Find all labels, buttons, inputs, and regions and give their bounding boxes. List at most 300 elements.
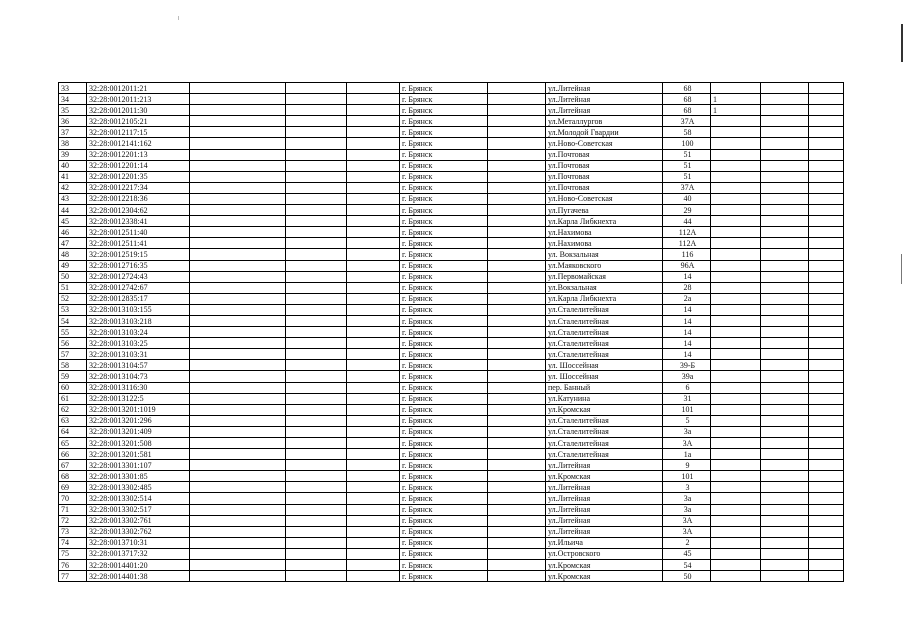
empty-cell [286,249,347,260]
empty-cell [761,471,809,482]
empty-cell [809,205,844,216]
street-cell: ул.Сталелитейная [546,349,663,360]
empty-cell [286,205,347,216]
house-number-cell: 3 [663,482,711,493]
empty-cell [809,371,844,382]
cadastral-number-cell: 32:28:0012105:21 [87,116,190,127]
empty-cell [761,182,809,193]
empty-cell [347,83,400,94]
street-cell: ул.Сталелитейная [546,415,663,426]
table-row [59,83,844,94]
table-row [59,293,844,304]
cadastral-number-cell: 32:28:0012304:62 [87,205,190,216]
flag-cell [711,460,761,471]
row-number-cell: 53 [59,304,87,315]
empty-cell [286,382,347,393]
cadastral-number-cell: 32:28:0013103:218 [87,315,190,326]
empty-cell [809,238,844,249]
empty-cell [347,449,400,460]
street-cell: ул.Литейная [546,526,663,537]
city-cell: г. Брянск [400,482,488,493]
cadastral-number-cell: 32:28:0013301:85 [87,471,190,482]
flag-cell [711,193,761,204]
cadastral-number-cell: 32:28:0013103:31 [87,349,190,360]
table-row [59,227,844,238]
flag-cell: 1 [711,94,761,105]
empty-cell [347,415,400,426]
street-cell: ул.Кромская [546,471,663,482]
empty-cell [809,471,844,482]
house-number-cell: 54 [663,560,711,571]
empty-cell [190,338,286,349]
empty-cell [347,327,400,338]
empty-cell [761,238,809,249]
city-cell: г. Брянск [400,327,488,338]
flag-cell [711,216,761,227]
empty-cell [809,438,844,449]
empty-cell [286,415,347,426]
flag-cell [711,83,761,94]
empty-cell [809,515,844,526]
empty-cell [488,382,546,393]
row-number-cell: 63 [59,415,87,426]
table-row [59,438,844,449]
empty-cell [347,526,400,537]
empty-cell [488,504,546,515]
empty-cell [761,493,809,504]
empty-cell [190,571,286,582]
table-row [59,404,844,415]
empty-cell [286,83,347,94]
house-number-cell: 51 [663,160,711,171]
house-number-cell: 39-Б [663,360,711,371]
empty-cell [488,227,546,238]
row-number-cell: 55 [59,327,87,338]
house-number-cell: 2а [663,293,711,304]
empty-cell [809,415,844,426]
empty-cell [488,560,546,571]
empty-cell [761,216,809,227]
table-row [59,149,844,160]
city-cell: г. Брянск [400,548,488,559]
empty-cell [761,249,809,260]
empty-cell [347,127,400,138]
empty-cell [286,227,347,238]
empty-cell [761,482,809,493]
empty-cell [286,193,347,204]
empty-cell [488,515,546,526]
empty-cell [347,548,400,559]
house-number-cell: 101 [663,404,711,415]
cadastral-number-cell: 32:28:0013104:73 [87,371,190,382]
table-row [59,282,844,293]
empty-cell [761,571,809,582]
street-cell: ул.Почтовая [546,160,663,171]
empty-cell [809,426,844,437]
street-cell: ул.Кромская [546,571,663,582]
empty-cell [347,160,400,171]
empty-cell [190,182,286,193]
empty-cell [809,460,844,471]
street-cell: ул.Островского [546,548,663,559]
city-cell: г. Брянск [400,227,488,238]
table-row [59,460,844,471]
house-number-cell: 3а [663,493,711,504]
empty-cell [286,482,347,493]
street-cell: ул. Шоссейная [546,360,663,371]
empty-cell [347,105,400,116]
empty-cell [488,526,546,537]
empty-cell [347,493,400,504]
cadastral-number-cell: 32:28:0013302:485 [87,482,190,493]
city-cell: г. Брянск [400,138,488,149]
cadastral-number-cell: 32:28:0013302:517 [87,504,190,515]
city-cell: г. Брянск [400,182,488,193]
cadastral-number-cell: 32:28:0013201:296 [87,415,190,426]
street-cell: ул.Почтовая [546,171,663,182]
cadastral-number-cell: 32:28:0012201:13 [87,149,190,160]
cadastral-register-table [58,82,844,582]
empty-cell [488,371,546,382]
street-cell: ул.Маяковского [546,260,663,271]
cadastral-number-cell: 32:28:0013201:581 [87,449,190,460]
cadastral-number-cell: 32:28:0013104:57 [87,360,190,371]
flag-cell [711,415,761,426]
empty-cell [761,127,809,138]
table-row [59,393,844,404]
table-row [59,338,844,349]
row-number-cell: 39 [59,149,87,160]
street-cell: ул.Сталелитейная [546,449,663,460]
cadastral-number-cell: 32:28:0013710:31 [87,537,190,548]
city-cell: г. Брянск [400,193,488,204]
empty-cell [190,227,286,238]
flag-cell [711,227,761,238]
empty-cell [809,149,844,160]
empty-cell [761,138,809,149]
house-number-cell: 44 [663,216,711,227]
city-cell: г. Брянск [400,260,488,271]
row-number-cell: 67 [59,460,87,471]
table-row [59,482,844,493]
empty-cell [190,548,286,559]
street-cell: ул.Сталелитейная [546,426,663,437]
empty-cell [488,149,546,160]
empty-cell [347,171,400,182]
street-cell: ул.Кромская [546,560,663,571]
empty-cell [347,182,400,193]
empty-cell [761,327,809,338]
empty-cell [761,205,809,216]
empty-cell [809,216,844,227]
flag-cell [711,438,761,449]
street-cell: ул.Кромская [546,404,663,415]
empty-cell [761,415,809,426]
empty-cell [488,404,546,415]
scan-edge-line [901,24,903,62]
house-number-cell: 37А [663,116,711,127]
empty-cell [347,315,400,326]
empty-cell [809,404,844,415]
table-row [59,526,844,537]
empty-cell [809,315,844,326]
empty-cell [286,94,347,105]
empty-cell [286,282,347,293]
scan-edge-line [901,254,902,284]
empty-cell [809,249,844,260]
house-number-cell: 39а [663,371,711,382]
row-number-cell: 36 [59,116,87,127]
city-cell: г. Брянск [400,127,488,138]
empty-cell [286,560,347,571]
house-number-cell: 58 [663,127,711,138]
house-number-cell: 100 [663,138,711,149]
empty-cell [761,526,809,537]
empty-cell [761,560,809,571]
city-cell: г. Брянск [400,526,488,537]
city-cell: г. Брянск [400,426,488,437]
city-cell: г. Брянск [400,216,488,227]
empty-cell [809,571,844,582]
table-row [59,426,844,437]
city-cell: г. Брянск [400,293,488,304]
house-number-cell: 29 [663,205,711,216]
empty-cell [809,227,844,238]
empty-cell [809,526,844,537]
empty-cell [286,526,347,537]
cadastral-number-cell: 32:28:0012141:162 [87,138,190,149]
empty-cell [809,138,844,149]
empty-cell [286,493,347,504]
house-number-cell: 14 [663,304,711,315]
empty-cell [809,160,844,171]
street-cell: ул.Литейная [546,83,663,94]
empty-cell [347,560,400,571]
cadastral-number-cell: 32:28:0013103:25 [87,338,190,349]
empty-cell [761,360,809,371]
table-row [59,493,844,504]
street-cell: ул.Пугачева [546,205,663,216]
empty-cell [488,471,546,482]
row-number-cell: 75 [59,548,87,559]
flag-cell [711,404,761,415]
empty-cell [809,271,844,282]
empty-cell [347,426,400,437]
empty-cell [488,116,546,127]
flag-cell [711,393,761,404]
row-number-cell: 33 [59,83,87,94]
empty-cell [190,449,286,460]
empty-cell [347,249,400,260]
table-row [59,105,844,116]
street-cell: ул.Металлургов [546,116,663,127]
row-number-cell: 42 [59,182,87,193]
empty-cell [761,94,809,105]
row-number-cell: 57 [59,349,87,360]
empty-cell [347,271,400,282]
empty-cell [488,449,546,460]
empty-cell [347,504,400,515]
cadastral-number-cell: 32:28:0013201:409 [87,426,190,437]
row-number-cell: 74 [59,537,87,548]
empty-cell [190,504,286,515]
house-number-cell: 96А [663,260,711,271]
page-edge-mark [178,16,179,20]
empty-cell [809,304,844,315]
empty-cell [761,548,809,559]
empty-cell [286,371,347,382]
empty-cell [761,282,809,293]
table-row [59,548,844,559]
empty-cell [190,393,286,404]
row-number-cell: 50 [59,271,87,282]
cadastral-number-cell: 32:28:0013302:761 [87,515,190,526]
empty-cell [809,105,844,116]
empty-cell [488,282,546,293]
city-cell: г. Брянск [400,315,488,326]
cadastral-number-cell: 32:28:0013103:155 [87,304,190,315]
house-number-cell: 101 [663,471,711,482]
house-number-cell: 14 [663,349,711,360]
cadastral-number-cell: 32:28:0012511:41 [87,238,190,249]
empty-cell [286,438,347,449]
house-number-cell: 31 [663,393,711,404]
empty-cell [809,449,844,460]
street-cell: ул.Вокзальная [546,282,663,293]
table-row [59,94,844,105]
empty-cell [347,227,400,238]
city-cell: г. Брянск [400,515,488,526]
empty-cell [809,349,844,360]
empty-cell [347,338,400,349]
table-row [59,515,844,526]
empty-cell [190,94,286,105]
row-number-cell: 51 [59,282,87,293]
empty-cell [190,327,286,338]
flag-cell [711,249,761,260]
empty-cell [286,504,347,515]
empty-cell [190,515,286,526]
empty-cell [286,238,347,249]
flag-cell [711,282,761,293]
row-number-cell: 71 [59,504,87,515]
table-row [59,360,844,371]
empty-cell [347,471,400,482]
empty-cell [488,315,546,326]
row-number-cell: 65 [59,438,87,449]
row-number-cell: 77 [59,571,87,582]
street-cell: ул.Литейная [546,493,663,504]
cadastral-number-cell: 32:28:0012011:21 [87,83,190,94]
city-cell: г. Брянск [400,349,488,360]
empty-cell [761,460,809,471]
empty-cell [347,515,400,526]
table-row [59,571,844,582]
empty-cell [488,193,546,204]
flag-cell [711,349,761,360]
flag-cell [711,315,761,326]
empty-cell [347,260,400,271]
empty-cell [488,438,546,449]
table-row [59,171,844,182]
empty-cell [809,537,844,548]
empty-cell [190,537,286,548]
row-number-cell: 35 [59,105,87,116]
empty-cell [761,149,809,160]
empty-cell [488,249,546,260]
empty-cell [286,138,347,149]
empty-cell [809,504,844,515]
empty-cell [190,460,286,471]
empty-cell [809,260,844,271]
empty-cell [347,205,400,216]
empty-cell [809,548,844,559]
city-cell: г. Брянск [400,94,488,105]
city-cell: г. Брянск [400,537,488,548]
empty-cell [347,571,400,582]
empty-cell [190,138,286,149]
flag-cell [711,515,761,526]
city-cell: г. Брянск [400,238,488,249]
empty-cell [347,393,400,404]
street-cell: ул.Ильича [546,537,663,548]
house-number-cell: 112А [663,238,711,249]
empty-cell [286,404,347,415]
empty-cell [190,160,286,171]
street-cell: ул.Литейная [546,94,663,105]
empty-cell [286,515,347,526]
empty-cell [190,105,286,116]
table-row [59,415,844,426]
empty-cell [761,227,809,238]
row-number-cell: 72 [59,515,87,526]
row-number-cell: 41 [59,171,87,182]
cadastral-number-cell: 32:28:0013201:508 [87,438,190,449]
empty-cell [488,182,546,193]
empty-cell [488,360,546,371]
empty-cell [488,548,546,559]
empty-cell [286,548,347,559]
empty-cell [488,571,546,582]
flag-cell [711,182,761,193]
empty-cell [809,382,844,393]
city-cell: г. Брянск [400,571,488,582]
house-number-cell: 51 [663,171,711,182]
empty-cell [761,315,809,326]
cadastral-number-cell: 32:28:0012201:35 [87,171,190,182]
flag-cell [711,149,761,160]
row-number-cell: 34 [59,94,87,105]
city-cell: г. Брянск [400,471,488,482]
flag-cell [711,537,761,548]
empty-cell [347,216,400,227]
table-row [59,127,844,138]
empty-cell [761,105,809,116]
table-row [59,116,844,127]
street-cell: ул.Ново-Советская [546,138,663,149]
flag-cell [711,293,761,304]
cadastral-number-cell: 32:28:0012011:30 [87,105,190,116]
empty-cell [286,116,347,127]
city-cell: г. Брянск [400,116,488,127]
cadastral-number-cell: 32:28:0013122:5 [87,393,190,404]
row-number-cell: 47 [59,238,87,249]
flag-cell [711,205,761,216]
cadastral-number-cell: 32:28:0013717:32 [87,548,190,559]
empty-cell [286,182,347,193]
empty-cell [761,160,809,171]
empty-cell [286,426,347,437]
